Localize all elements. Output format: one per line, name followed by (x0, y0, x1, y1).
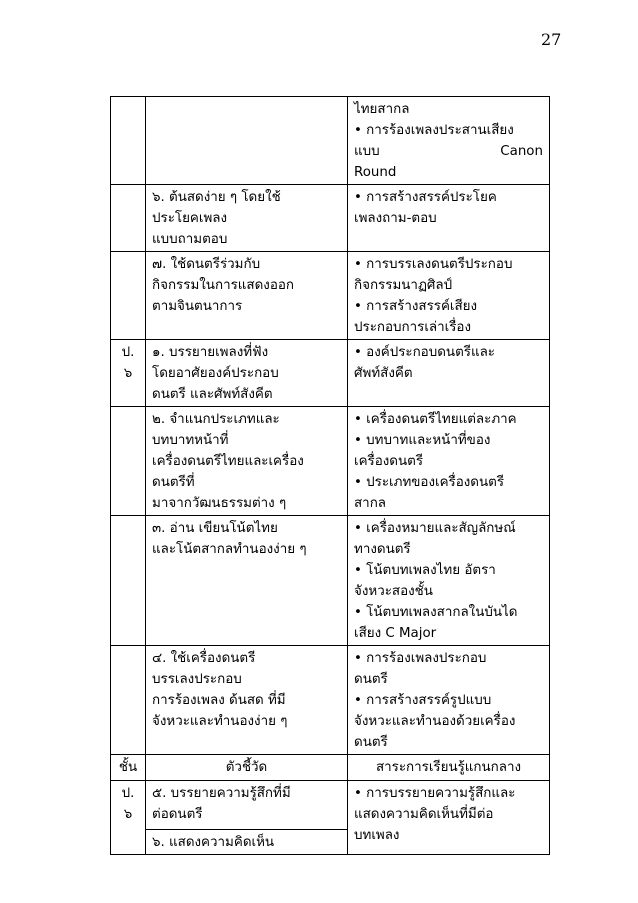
indicator-text: โดยอาศัยองค์ประกอบ (152, 366, 279, 381)
content-text: ทางดนตรี (354, 542, 411, 557)
indicator-text: การร้องเพลง ด้นสด ที่มี (152, 693, 286, 708)
content-cell (348, 340, 550, 407)
indicator-text: จังหวะและทำนองง่าย ๆ (152, 714, 288, 729)
content-text: • โน้ตบทเพลงสากลในบันได (354, 605, 518, 620)
content-text: เครื่องดนตรี (354, 454, 424, 469)
header-indicator: ตัวชี้วัด (146, 755, 348, 781)
indicator-cell (146, 97, 348, 185)
indicator-cell (146, 646, 348, 755)
header-row (111, 755, 550, 781)
content-text: • การร้องเพลงประกอบ (354, 651, 487, 666)
grade-text: ๖ (123, 807, 133, 822)
indicator-text: กิจกรรมในการแสดงออก (152, 278, 295, 293)
indicator-text: ตามจินตนาการ (152, 299, 243, 314)
table-row (111, 646, 550, 755)
indicator-text: แบบถามตอบ (152, 232, 228, 247)
indicator-text: ดนตรีที่ (152, 475, 195, 490)
header-grade: ชั้น (111, 755, 146, 781)
indicator-cell (146, 340, 348, 407)
indicator-text: ๒. จำแนกประเภทและ (152, 412, 280, 427)
content-text-part: Canon (500, 144, 543, 159)
grade-cell (111, 185, 146, 252)
content-text: • การสร้างสรรค์เสียง (354, 299, 478, 314)
indicator-text: ๓. อ่าน เขียนโน้ตไทย (152, 521, 278, 536)
table-row (111, 252, 550, 340)
table-row (111, 340, 550, 407)
content-text: ดนตรี (354, 672, 388, 687)
content-text (354, 141, 543, 162)
content-text: ศัพท์สังคีต (354, 366, 413, 381)
table-row (111, 781, 550, 830)
content-text: • การสร้างสรรค์ประโยค (354, 190, 497, 205)
content-cell (348, 407, 550, 516)
content-text: ไทยสากล (354, 102, 410, 117)
indicator-text: ต่อดนตรี (152, 807, 203, 822)
content-text: เพลงถาม-ตอบ (354, 211, 437, 226)
grade-text: ป. (121, 345, 135, 360)
content-text-part: แบบ (354, 144, 380, 159)
indicator-text: และโน้ตสากลทำนองง่าย ๆ (152, 542, 307, 557)
indicator-text: บทบาทหน้าที่ (152, 433, 229, 448)
grade-text: ป. (121, 786, 135, 801)
indicator-text: ๖. แสดงความคิดเห็น (152, 835, 275, 850)
indicator-text: ๕. บรรยายความรู้สึกที่มี (152, 786, 291, 801)
content-text: สากล (354, 496, 387, 511)
indicator-text: เครื่องดนตรีไทยและเครื่อง (152, 454, 304, 469)
content-text: • การบรรยายความรู้สึกและ (354, 786, 516, 801)
content-text: • องค์ประกอบดนตรีและ (354, 345, 495, 360)
grade-cell (111, 646, 146, 755)
grade-cell (111, 340, 146, 407)
content-text: ดนตรี (354, 735, 388, 750)
content-text: แสดงความคิดเห็นที่มีต่อ (354, 807, 494, 822)
content-text: • เครื่องหมายและสัญลักษณ์ (354, 521, 516, 536)
content-cell (348, 646, 550, 755)
grade-cell (111, 407, 146, 516)
indicator-cell (146, 781, 348, 830)
table-row (111, 516, 550, 646)
content-text: • โน้ตบทเพลงไทย อัตรา (354, 563, 496, 578)
indicator-text: ประโยคเพลง (152, 211, 228, 226)
content-cell (348, 185, 550, 252)
page-number: 27 (541, 30, 562, 49)
indicator-cell (146, 252, 348, 340)
indicator-text: ๗. ใช้ดนตรีร่วมกับ (152, 257, 261, 272)
content-text: กิจกรรมนาฏศิลป์ (354, 278, 453, 293)
content-text: ประกอบการเล่าเรื่อง (354, 320, 472, 335)
content-text: • เครื่องดนตรีไทยแต่ละภาค (354, 412, 517, 427)
curriculum-table (110, 96, 550, 855)
content-text: • การสร้างสรรค์รูปแบบ (354, 693, 492, 708)
grade-cell (111, 516, 146, 646)
indicator-text: ๑. บรรยายเพลงที่ฟัง (152, 345, 269, 360)
table-row (111, 185, 550, 252)
indicator-text: ๖. ต้นสดง่าย ๆ โดยใช้ (152, 190, 281, 205)
content-text: บทเพลง (354, 828, 400, 843)
indicator-cell (146, 407, 348, 516)
content-text: • การร้องเพลงประสานเสียง (354, 123, 514, 138)
content-text: เสียง C Major (354, 626, 437, 641)
indicator-cell (146, 830, 348, 855)
grade-text: ๖ (123, 366, 133, 381)
indicator-text: บรรเลงประกอบ (152, 672, 242, 687)
content-text: จังหวะสองชั้น (354, 584, 433, 599)
table-row (111, 97, 550, 185)
content-cell (348, 516, 550, 646)
content-text: • บทบาทและหน้าที่ของ (354, 433, 491, 448)
content-cell (348, 97, 550, 185)
indicator-text: มาจากวัฒนธรรมต่าง ๆ (152, 496, 287, 511)
indicator-cell (146, 185, 348, 252)
content-text: • ประเภทของเครื่องดนตรี (354, 475, 505, 490)
grade-cell (111, 252, 146, 340)
indicator-text: ๔. ใช้เครื่องดนตรี (152, 651, 256, 666)
indicator-text: ดนตรี และศัพท์สังคีต (152, 387, 273, 402)
table-row (111, 407, 550, 516)
grade-cell (111, 97, 146, 185)
content-text: • การบรรเลงดนตรีประกอบ (354, 257, 513, 272)
content-text: Round (354, 165, 397, 180)
content-text: จังหวะและทำนองด้วยเครื่อง (354, 714, 516, 729)
grade-cell (111, 781, 146, 855)
indicator-cell (146, 516, 348, 646)
header-content: สาระการเรียนรู้แกนกลาง (348, 755, 550, 781)
content-cell (348, 252, 550, 340)
content-cell (348, 781, 550, 855)
